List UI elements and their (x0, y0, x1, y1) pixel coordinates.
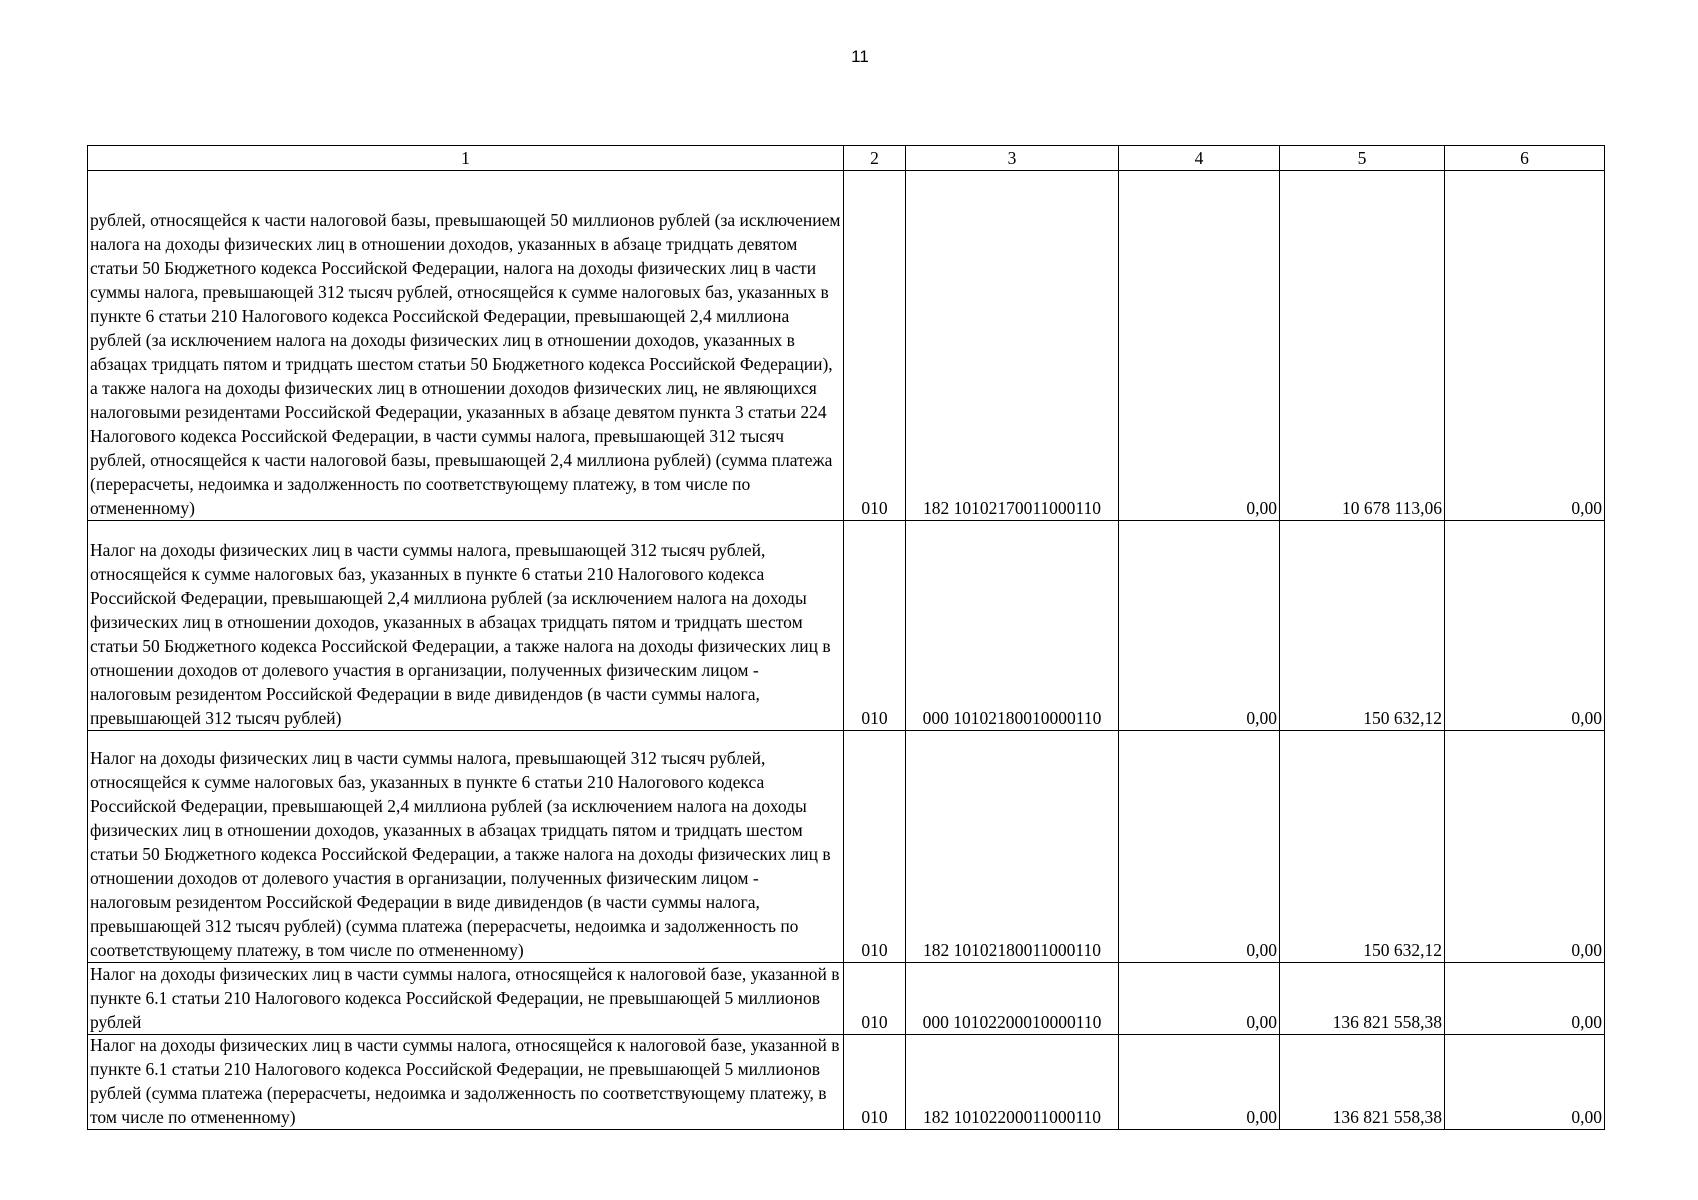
column-header-4: 4 (1119, 146, 1280, 171)
header-row (88, 146, 1605, 171)
row-value-col5: 150 632,12 (1280, 521, 1445, 731)
row-line-code: 010 (844, 963, 906, 1035)
row-value-col5: 10 678 113,06 (1280, 171, 1445, 521)
table-row (88, 963, 1605, 1035)
row-value-col4: 0,00 (1119, 521, 1280, 731)
row-line-code: 010 (844, 521, 906, 731)
page-number: 11 (851, 47, 869, 66)
column-header-2: 2 (844, 146, 906, 171)
row-description: рублей, относящейся к части налоговой базы, превышающей 50 миллионов рублей (за исключением налога на доходы физических лиц в отношении доходов, указанных в абзаце тридцать девятом статьи 50 Бюджетного кодекса Российской Федерации, налога на доходы физических лиц в части суммы налога, превышающей 312 тысяч рублей, относящейся к сумме налоговых баз, указанных в пункте 6 статьи 210 Налогового кодекса Российской Федерации, превышающей 2,4 миллиона рублей (за исключением налога на доходы физических лиц в отношении доходов, указанных в абзацах тридцать пятом и тридцать шестом статьи 50 Бюджетного кодекса Российской Федерации), а также налога на доходы физических лиц в отношении доходов физических лиц, не являющихся налоговыми резидентами Российской Федерации, указанных в абзаце девятом пункта 3 статьи 224 Налогового кодекса Российской Федерации, в части суммы налога, превышающей 312 тысяч рублей, относящейся к части налоговой базы, превышающей 2,4 миллиона рублей) (сумма платежа (перерасчеты, недоимка и задолженность по соответствующему платежу, в том числе по отмененному) (88, 171, 844, 521)
row-value-col6: 0,00 (1445, 171, 1605, 521)
row-budget-code: 182 10102180011000110 (906, 731, 1119, 963)
column-header-1: 1 (88, 146, 844, 171)
row-description: Налог на доходы физических лиц в части суммы налога, превышающей 312 тысяч рублей, относящейся к сумме налоговых баз, указанных в пункте 6 статьи 210 Налогового кодекса Российской Федерации, превышающей 2,4 миллиона рублей (за исключением налога на доходы физических лиц в отношении доходов, указанных в абзацах тридцать пятом и тридцать шестом статьи 50 Бюджетного кодекса Российской Федерации, а также налога на доходы физических лиц в отношении доходов от долевого участия в организации, полученных физическим лицом - налоговым резидентом Российской Федерации в виде дивидендов (в части суммы налога, превышающей 312 тысяч рублей) (88, 521, 844, 731)
row-value-col4: 0,00 (1119, 731, 1280, 963)
report-table (87, 145, 1605, 1130)
row-budget-code: 000 10102180010000110 (906, 521, 1119, 731)
row-budget-code: 000 10102200010000110 (906, 963, 1119, 1035)
column-header-5: 5 (1280, 146, 1445, 171)
row-value-col6: 0,00 (1445, 1035, 1605, 1130)
table-row (88, 1035, 1605, 1130)
row-value-col6: 0,00 (1445, 731, 1605, 963)
row-value-col5: 150 632,12 (1280, 731, 1445, 963)
row-budget-code: 182 10102170011000110 (906, 171, 1119, 521)
row-value-col4: 0,00 (1119, 963, 1280, 1035)
row-value-col6: 0,00 (1445, 963, 1605, 1035)
column-header-6: 6 (1445, 146, 1605, 171)
row-description: Налог на доходы физических лиц в части суммы налога, относящейся к налоговой базе, указанной в пункте 6.1 статьи 210 Налогового кодекса Российской Федерации, не превышающей 5 миллионов рублей (88, 963, 844, 1035)
row-description: Налог на доходы физических лиц в части суммы налога, относящейся к налоговой базе, указанной в пункте 6.1 статьи 210 Налогового кодекса Российской Федерации, не превышающей 5 миллионов рублей (сумма платежа (перерасчеты, недоимка и задолженность по соответствующему платежу, в том числе по отмененному) (88, 1035, 844, 1130)
row-value-col4: 0,00 (1119, 1035, 1280, 1130)
table-row (88, 521, 1605, 731)
column-header-3: 3 (906, 146, 1119, 171)
row-value-col6: 0,00 (1445, 521, 1605, 731)
table-row (88, 731, 1605, 963)
row-value-col5: 136 821 558,38 (1280, 1035, 1445, 1130)
row-line-code: 010 (844, 731, 906, 963)
table-row (88, 171, 1605, 521)
row-line-code: 010 (844, 171, 906, 521)
row-budget-code: 182 10102200011000110 (906, 1035, 1119, 1130)
row-value-col5: 136 821 558,38 (1280, 963, 1445, 1035)
row-line-code: 010 (844, 1035, 906, 1130)
row-description: Налог на доходы физических лиц в части суммы налога, превышающей 312 тысяч рублей, относящейся к сумме налоговых баз, указанных в пункте 6 статьи 210 Налогового кодекса Российской Федерации, превышающей 2,4 миллиона рублей (за исключением налога на доходы физических лиц в отношении доходов, указанных в абзацах тридцать пятом и тридцать шестом статьи 50 Бюджетного кодекса Российской Федерации, а также налога на доходы физических лиц в отношении доходов от долевого участия в организации, полученных физическим лицом - налоговым резидентом Российской Федерации в виде дивидендов (в части суммы налога, превышающей 312 тысяч рублей) (сумма платежа (перерасчеты, недоимка и задолженность по соответствующему платежу, в том числе по отмененному) (88, 731, 844, 963)
row-value-col4: 0,00 (1119, 171, 1280, 521)
